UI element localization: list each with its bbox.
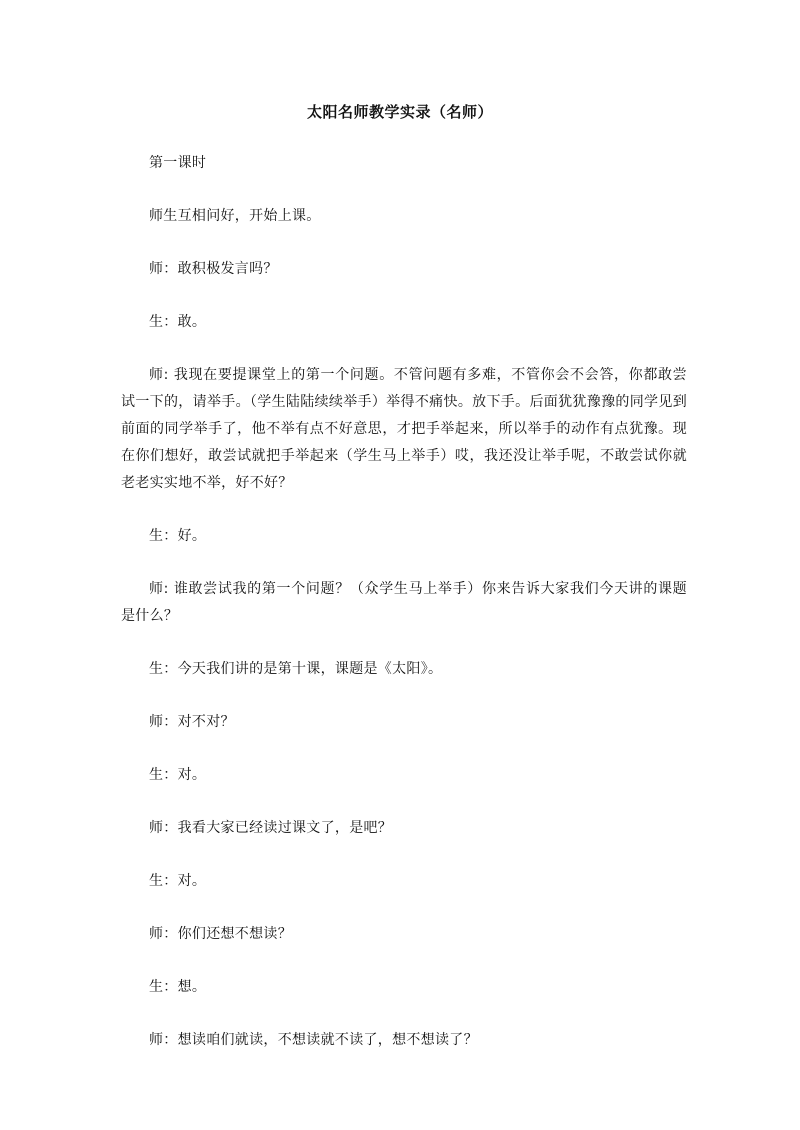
paragraph: 生：敢。 (149, 314, 207, 330)
paragraph: 师：你们还想不想读？ (149, 926, 292, 942)
paragraph: 生：想。 (149, 979, 207, 995)
paragraph: 生：对。 (149, 767, 207, 783)
paragraph: 师: 我现在要提课堂上的第一个问题。不管问题有多难，不管你会不会答，你都敢尝试一下的，请举手。（学生陆陆续续举手）举得不痛快。放下手。后面犹犹豫豫的同学见到前面的同学举手了，他不举有点不好意思，才把手举起来，所以举手的动作有点犹豫。现在你们想好，敢尝试就把手举起来（学生马上举手）哎，我还没让举手呢，不敢尝试你就老老实实地不举，好不好？ (121, 367, 687, 491)
document-body (121, 150, 687, 1080)
paragraph: 师生互相问好，开始上课。 (149, 208, 321, 224)
paragraph: 生：好。 (149, 528, 207, 544)
paragraph: 师：我看大家已经读过课文了，是吧？ (149, 820, 393, 836)
paragraph-lesson-heading: 第一课时 (149, 155, 207, 171)
paragraph: 师: 谁敢尝试我的第一个问题？（众学生马上举手）你来告诉大家我们今天讲的课题是什么？ (121, 581, 687, 624)
paragraph: 师：对不对？ (149, 714, 235, 730)
document-title: 太阳名师教学实录（名师） (306, 103, 493, 121)
paragraph: 师：敢积极发言吗？ (149, 261, 278, 277)
paragraph: 生：今天我们讲的是第十课，课题是《太阳》。 (149, 661, 443, 677)
paragraph: 师：想读咱们就读，不想读就不读了，想不想读了？ (149, 1032, 478, 1048)
paragraph: 生：对。 (149, 873, 207, 889)
